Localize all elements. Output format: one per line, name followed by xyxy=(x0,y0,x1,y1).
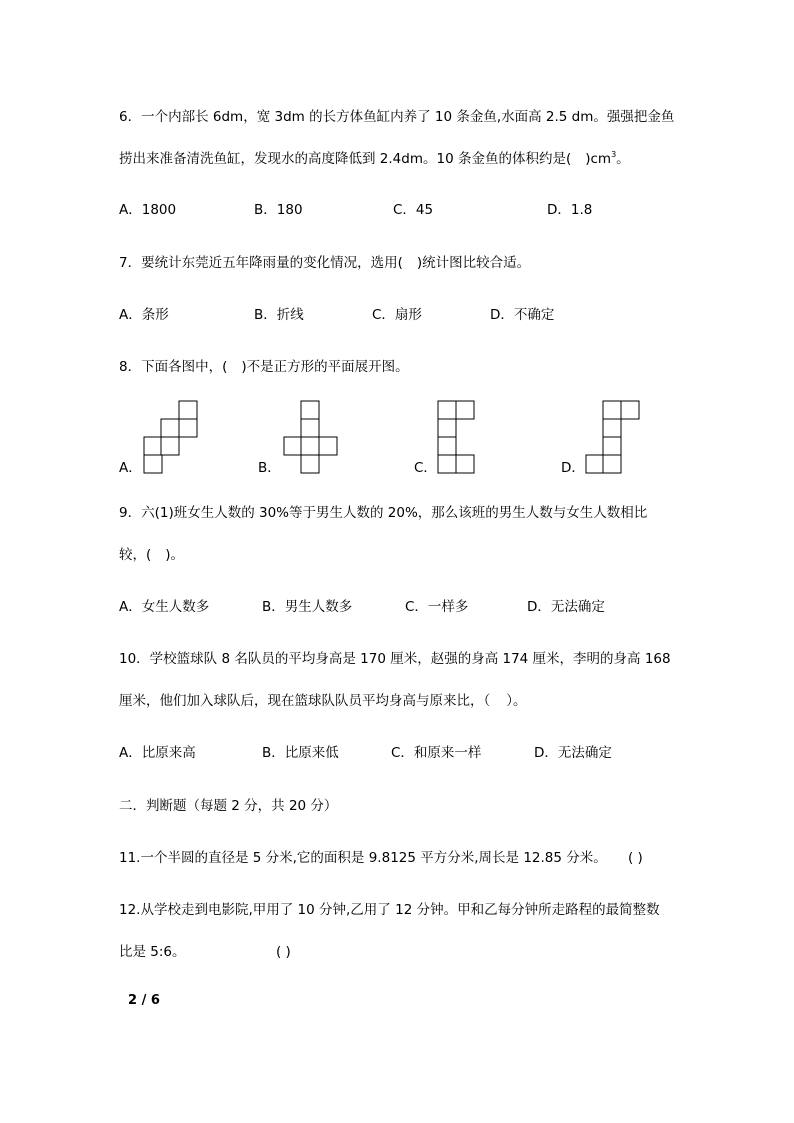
q8-net-c xyxy=(437,400,493,476)
q10-line2-post: ）。 xyxy=(506,693,527,709)
q8-label-a: A． xyxy=(119,460,142,476)
q8-stem-post: )不是正方形的平面展开图。 xyxy=(241,359,409,375)
q8-label-c: C． xyxy=(414,460,437,476)
q12-line2: 比是 5:6。 xyxy=(119,944,186,960)
q6-line2-end: 。 xyxy=(616,151,630,167)
q9-line2-pre: 较，( xyxy=(119,547,152,563)
q9-line2 xyxy=(119,546,184,564)
q8-label-b: B． xyxy=(258,460,281,476)
q9-line1: 9．六(1)班女生人数的 30%等于男生人数的 20%，那么该班的男生人数与女生人数相比 xyxy=(119,505,648,521)
q6-option-d: D．1.8 xyxy=(547,202,593,218)
q10-line2 xyxy=(119,692,527,710)
q6-option-c: C．45 xyxy=(393,202,434,218)
q7-stem-post: )统计图比较合适。 xyxy=(416,255,531,271)
q10-option-d: D．无法确定 xyxy=(534,745,612,761)
q10-option-b: B．比原来低 xyxy=(262,745,339,761)
q7-option-b: B．折线 xyxy=(254,307,304,323)
q10-option-a: A．比原来高 xyxy=(119,745,196,761)
q6-line2 xyxy=(119,150,630,168)
q7-stem-pre: 7．要统计东莞近五年降雨量的变化情况，选用( xyxy=(119,255,403,271)
q8-net-b xyxy=(283,400,341,476)
q10-option-c: C．和原来一样 xyxy=(391,745,482,761)
q9-option-a: A．女生人数多 xyxy=(119,599,210,615)
q8-net-a xyxy=(143,400,199,476)
q9-option-c: C．一样多 xyxy=(405,599,469,615)
q7-option-c: C．扇形 xyxy=(372,307,422,323)
q9-line2-post: )。 xyxy=(165,547,185,563)
q12-line1: 12.从学校走到电影院,甲用了 10 分钟,乙用了 12 分钟。甲和乙每分钟所走路程的最简整数 xyxy=(119,902,660,918)
section-heading-judgement: 二．判断题（每题 2 分，共 20 分） xyxy=(119,798,338,814)
q9-option-d: D．无法确定 xyxy=(527,599,605,615)
q7-stem xyxy=(119,254,530,272)
q10-line1: 10．学校篮球队 8 名队员的平均身高是 170 厘米，赵强的身高 174 厘米，李明的身高 168 xyxy=(119,651,671,667)
q8-net-d xyxy=(585,400,643,476)
q11-stem: 11.一个半圆的直径是 5 分米,它的面积是 9.8125 平方分米,周长是 12.85 分米。 xyxy=(119,850,607,866)
page-number: 2 / 6 xyxy=(128,993,160,1008)
q6-line2-pre: 捞出来准备清洗鱼缸，发现水的高度降低到 2.4dm。10 条金鱼的体积约是( xyxy=(119,151,572,167)
q9-option-b: B．男生人数多 xyxy=(262,599,353,615)
q6-line1: 6．一个内部长 6dm，宽 3dm 的长方体鱼缸内养了 10 条金鱼,水面高 2.5 dm。强强把金鱼 xyxy=(119,109,675,125)
q6-unit-exponent: 3 xyxy=(611,150,617,159)
q8-label-d: D． xyxy=(561,460,585,476)
q6-option-b: B．180 xyxy=(254,202,303,218)
q12-answer-paren: ( ) xyxy=(276,944,291,960)
q7-option-d: D．不确定 xyxy=(490,307,555,323)
q6-option-a: A．1800 xyxy=(119,202,177,218)
q8-stem-pre: 8．下面各图中，( xyxy=(119,359,228,375)
q7-option-a: A．条形 xyxy=(119,307,169,323)
q10-line2-pre: 厘米，他们加入球队后，现在篮球队队员平均身高与原来比，（ xyxy=(119,693,491,709)
q11-answer-paren: ( ) xyxy=(628,850,643,866)
q8-stem xyxy=(119,358,409,376)
q6-line2-post: )cm xyxy=(585,151,612,167)
